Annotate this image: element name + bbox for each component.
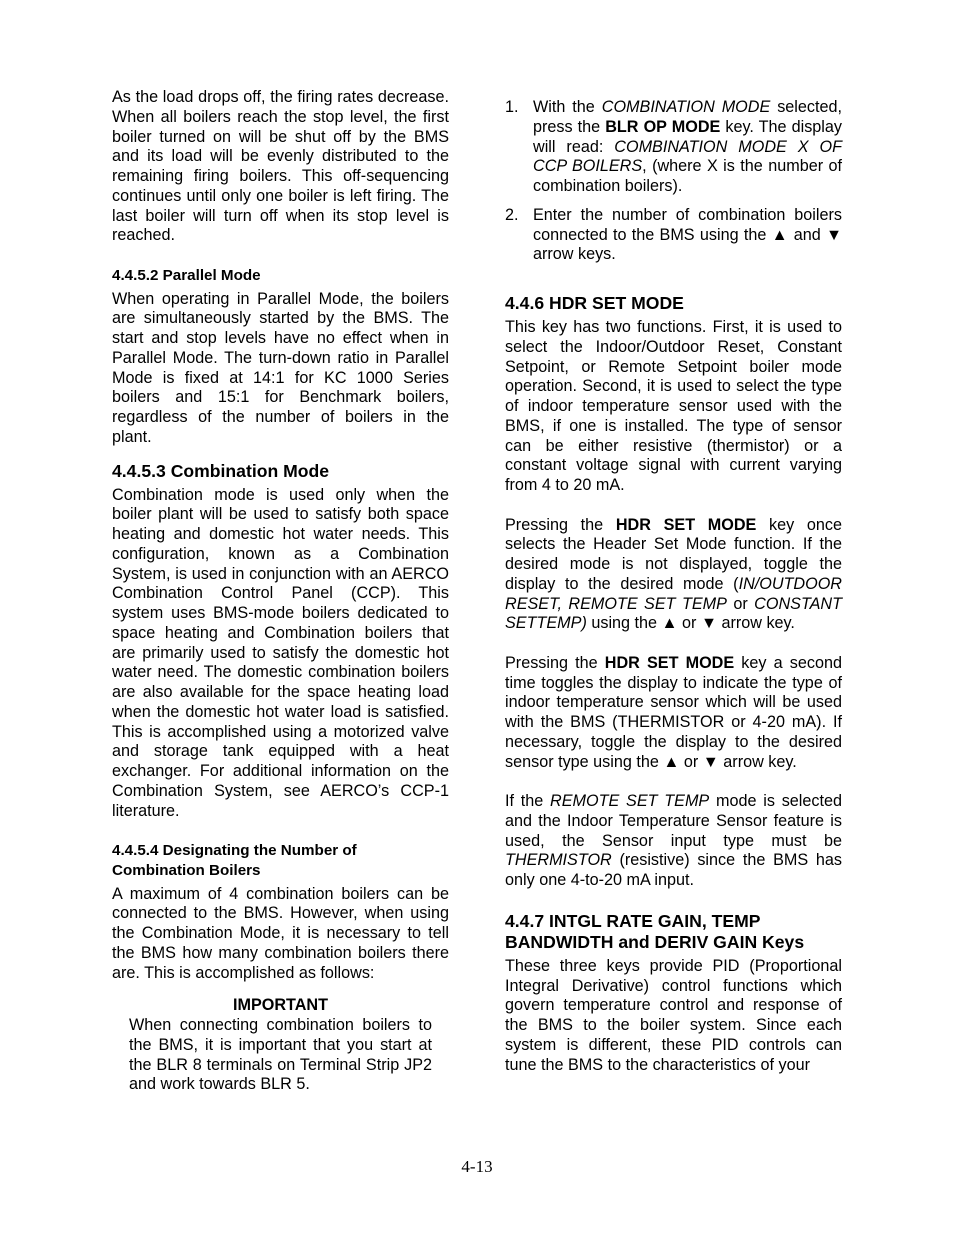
step-2 [505, 206, 842, 265]
hdr-p3-key: HDR SET MODE [604, 653, 735, 672]
hdr-p2-key: HDR SET MODE [615, 515, 757, 534]
designating-heading [112, 841, 449, 881]
hdr-paragraph-3 [505, 654, 842, 773]
step-1-text-c: selected, press the [533, 98, 842, 136]
hdr-p4-remote: REMOTE SET TEMP [550, 792, 710, 810]
steps-list [505, 98, 842, 265]
step-1-text-e: key. The display will read: [533, 117, 843, 156]
step-1-display-text: COMBINATION MODE X OF CCP BOILERS [533, 137, 843, 176]
step-2-text: Enter the number of combination boilers connected to the BMS using the ▲ and ▼ arrow keys. [533, 205, 842, 264]
page-number: 4-13 [461, 1157, 493, 1176]
combination-mode-paragraph: Combination mode is used only when the boiler plant will be used to satisfy both space heating and domestic hot water needs. This configuration, known as a Combination System, is used in conjunction with an AERCO Combination Control Panel (CCP). This system uses BMS-mode boilers dedicated to space heating and Combination boilers that are primarily used to satisfy the domestic hot water need. The domestic combination boilers are also available for the space heating load when the domestic hot water load is satisfied. This is accomplished using a motorized valve and storage tank equipped with a heat exchanger. For additional information on the Combination System, see AERCO’s CCP-1 literature. [112, 485, 449, 820]
designating-paragraph: A maximum of 4 combination boilers can be connected to the BMS. However, when using the Combination Mode, it is necessary to tell the BMS how many combination boilers there are. This is accomplished as follows: [112, 884, 449, 982]
hdr-p2-g: using the ▲ or ▼ arrow key. [586, 614, 795, 633]
step-1-text-a: With the [533, 98, 602, 116]
combination-mode-heading: 4.4.5.3 Combination Mode [112, 460, 330, 481]
hdr-set-mode-heading: 4.4.6 HDR SET MODE [505, 293, 684, 313]
important-title: IMPORTANT [232, 996, 328, 1015]
hdr-p4-e: (resistive) since the BMS has only one 4-to-20 mA input. [505, 851, 842, 889]
hdr-paragraph-2 [505, 516, 842, 635]
designating-heading-line1: 4.4.5.4 Designating the Number of [112, 842, 357, 859]
parallel-mode-paragraph: When operating in Parallel Mode, the boilers are simultaneously started by the BMS. The start and stop levels have no effect when in Parallel Mode. The turn-down ratio in Parallel Mode is fixed at 14:1 for KC 1000 Series boilers and 15:1 for Benchmark boilers, regardless of the number of boilers in the plant. [112, 289, 449, 446]
step-1-mode-name: COMBINATION MODE [601, 98, 771, 116]
hdr-p2-modes: IN/OUTDOOR RESET, REMOTE SET TEMP [505, 574, 842, 613]
intgl-paragraph: These three keys provide PID (Proportional Integral Derivative) control functions which govern temperature control and response of the BMS to the boiler system. Since each system is different, these PID controls can tune the BMS to the characteristics of your [505, 956, 842, 1074]
hdr-p3-a: Pressing the [505, 653, 605, 672]
step-1-number: 1. [505, 98, 519, 116]
hdr-p2-c: key once selects the Header Set Mode function. If the desired mode is not displayed, toggle the display to the desired mode ( [505, 515, 842, 593]
hdr-p2-e: or [726, 594, 755, 613]
hdr-p4-thermistor: THERMISTOR [505, 851, 612, 870]
left-column [112, 88, 449, 1095]
step-1-key-name: BLR OP MODE [605, 117, 721, 136]
hdr-p4-a: If the [505, 792, 551, 810]
hdr-p3-c: key a second time toggles the display to indicate the type of indoor temperature sensor which will be used with the BMS (THERMISTOR or 4-20 mA). If necessary, toggle the display to the desired sensor type using the ▲ or ▼ arrow key. [505, 653, 842, 771]
hdr-paragraph-1: This key has two functions. First, it is used to select the Indoor/Outdoor Reset, Constant Setpoint, or Remote Setpoint boiler mode operation. Second, it is used to select the type of indoor temperature sensor used with the BMS, if one is installed. The type of sensor can be either resistive (thermistor) or a constant voltage signal with current varying from 4 to 20 mA. [505, 318, 842, 494]
hdr-p2-a: Pressing the [505, 515, 616, 534]
load-drop-paragraph: As the load drops off, the firing rates decrease. When all boilers reach the stop level, the first boiler turned on will be shut off by the BMS and its load will be evenly distributed to the remaining firing boilers. This off-sequencing continues until only one boiler is left firing. The last boiler will turn off when its stop level is reached. [112, 88, 449, 245]
step-2-number: 2. [505, 205, 519, 224]
important-body: When connecting combination boilers to the BMS, it is important that you start at the BLR 8 terminals on Terminal Strip JP2 and work towards BLR 5. [129, 1016, 432, 1094]
parallel-mode-heading: 4.4.5.2 Parallel Mode [112, 266, 261, 284]
hdr-p4-c: mode is selected and the Indoor Temperature Sensor feature is used, the Sensor input type must be [505, 792, 842, 850]
right-column [505, 98, 842, 1075]
step-1-text-g: , (where X is the number of combination boilers). [533, 157, 842, 195]
hdr-paragraph-4 [505, 792, 842, 891]
step-1 [505, 98, 842, 197]
hdr-p2-constant: CONSTANT SETTEMP) [505, 594, 843, 633]
intgl-rate-gain-heading: 4.4.7 INTGL RATE GAIN, TEMP BANDWIDTH and DERIV GAIN Keys [505, 910, 805, 952]
designating-heading-line2: Combination Boilers [112, 861, 261, 879]
